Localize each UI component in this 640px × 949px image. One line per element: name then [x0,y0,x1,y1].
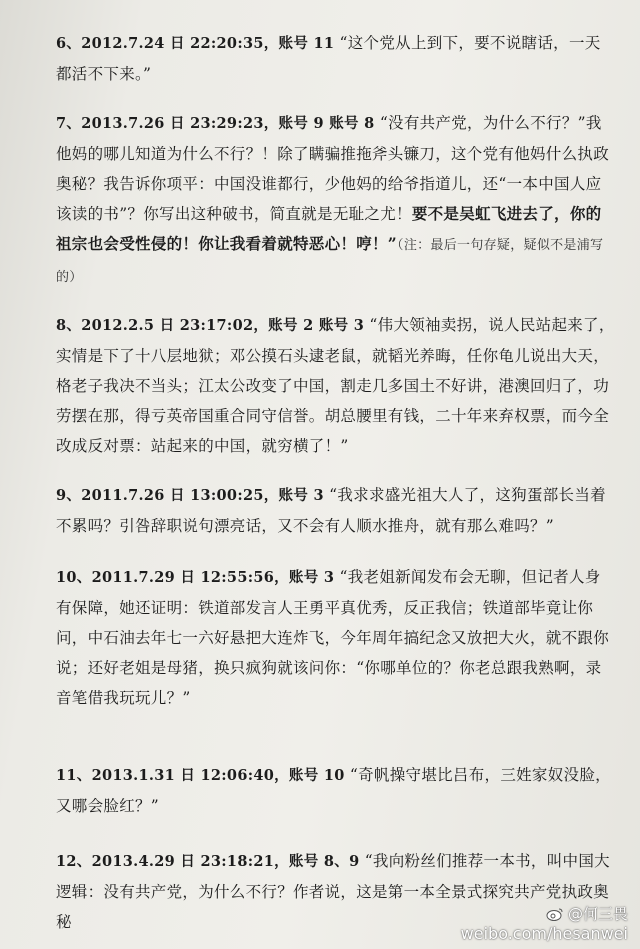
watermark-url: weibo.com/hesanwei [460,924,628,943]
entry-10 [56,562,616,713]
watermark-handle: @何三畏 [567,905,628,923]
weibo-watermark [461,903,628,943]
entry-text: “这个党从上到下，要不说瞎话，一天都活不下来。” [56,34,601,83]
entry-text: “奇帆操守堪比吕布，三姓家奴没脸，又哪会脸红？” [56,766,611,815]
entry-text: “没有共产党，为什么不行？”我他妈的哪儿知道为什么不行？！除了瞒骗推拖斧头镰刀，这个党有他妈什么执政奥秘？我告诉你项平：中国没谁都行，少他妈的给爷指道儿，还“一本中国人应该读的书”？你写出这种破书，简直就是无耻之尤！ [56,114,610,223]
entry-11 [56,760,616,821]
entry-note: （注：最后一句存疑，疑似不是浦写的） [56,238,604,285]
entry-7 [56,108,616,293]
entry-text: “我老姐新闻发布会无聊，但记者人身有保障，她还证明：铁道部发言人王勇平真优秀，反正我信；铁道部毕竟让你问，中石油去年七一六好悬把大连炸飞，今年周年搞纪念又放把大火，就不跟你说；还好老姐是母猪，换只疯狗就该问你：“你哪单位的？你老总跟我熟啊，录音笔借我玩玩儿？” [56,568,610,707]
entry-head: 8、2012.2.5 日 23:17:02，账号 2 账号 3 [56,317,365,334]
entry-head: 12、2013.4.29 日 23:18:21，账号 8、9 [56,853,360,870]
entry-text: “我求求盛光祖大人了，这狗蛋部长当着不累吗？引咎辞职说句漂亮话，又不会有人顺水推舟，就有那么难吗？” [56,486,606,535]
entry-6 [56,28,616,89]
entry-head: 7、2013.7.26 日 23:29:23，账号 9 账号 8 [56,115,375,132]
entry-head: 11、2013.1.31 日 12:06:40，账号 10 [56,767,345,784]
entry-strong-text: 要不是吴虹飞进去了，你的祖宗也会受性侵的！你让我看着就特恶心！哼！” [56,204,602,253]
entry-8 [56,310,616,461]
entry-head: 10、2011.7.29 日 12:55:56，账号 3 [56,569,335,586]
entry-text: “伟大领袖卖拐，说人民站起来了，实情是下了十八层地狱；邓公摸石头逮老鼠，就韬光养晦，任你龟儿说出大天，格老子我决不当头；江太公改变了中国，割走几多国土不好讲，港澳回归了，功劳摆在那，得亏英帝国重合同守信誉。胡总腰里有钱，二十年来弃权票，而今全改成反对票：站起来的中国，就穷横了！” [56,316,615,455]
entry-text: “我向粉丝们推荐一本书，叫中国大逻辑：没有共产党，为什么不行？作者说，这是第一本全景式探究共产党执政奥秘 [56,852,610,931]
entry-head: 9、2011.7.26 日 13:00:25，账号 3 [56,487,324,504]
entry-9 [56,480,616,541]
entry-head: 6、2012.7.24 日 22:20:35，账号 11 [56,35,335,52]
weibo-logo-icon [546,907,564,921]
watermark-handle-row [461,903,628,924]
